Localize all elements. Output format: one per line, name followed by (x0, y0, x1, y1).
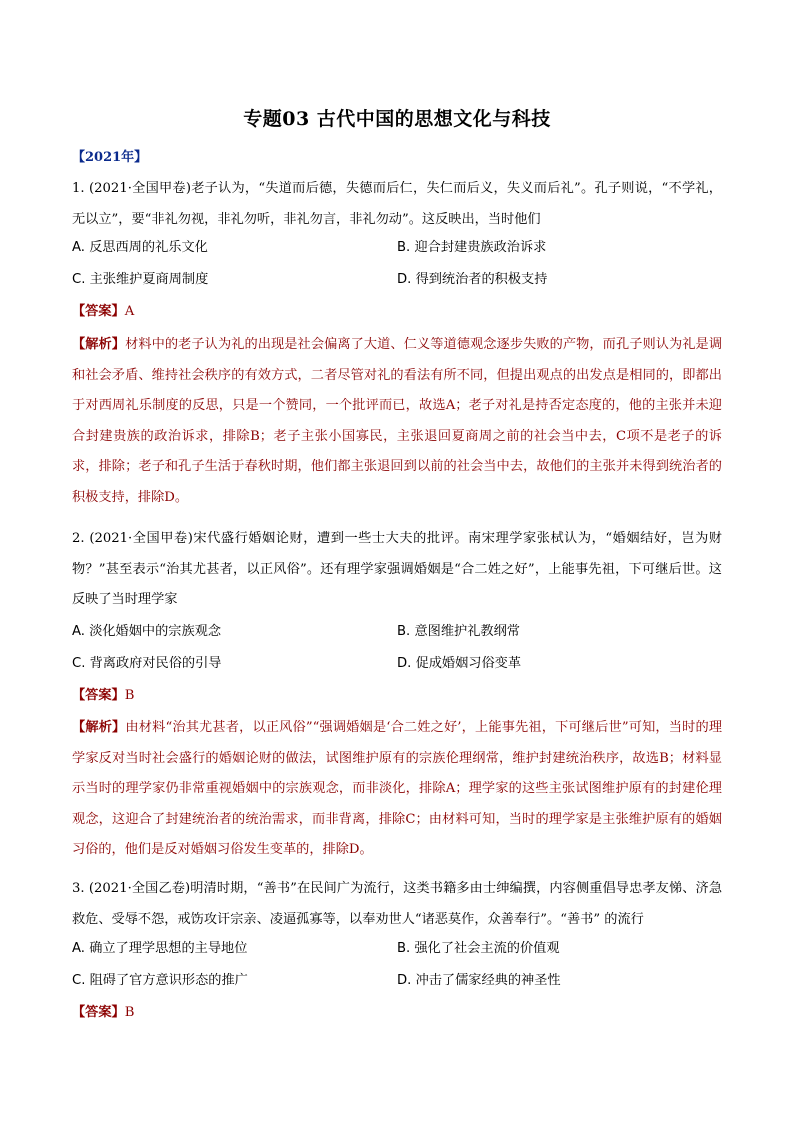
option-key: A. (72, 624, 85, 639)
option-key: D. (397, 656, 412, 671)
question-2-analysis (72, 713, 722, 866)
year-heading: 【2021年】 (72, 150, 148, 165)
option-key: C. (72, 656, 86, 671)
question-2-option-d (397, 654, 521, 674)
question-2-option-a (72, 622, 221, 642)
option-key: C. (72, 272, 86, 287)
answer-tag: 【答案】 (72, 304, 125, 319)
analysis-tag: 【解析】 (72, 720, 126, 735)
analysis-tag: 【解析】 (72, 337, 126, 352)
option-key: B. (397, 941, 411, 956)
answer-tag: 【答案】 (72, 688, 125, 703)
option-key: C. (72, 973, 86, 988)
question-3-stem: 3. (2021·全国乙卷)明清时期，“善书”在民间广为流行，这类书籍多由士绅编撰，内容侧重倡导忠孝友悌、济急救危、受辱不怨，戒饬攻讦宗亲、凌逼孤寡等，以奉劝世人“诸恶莫作，众善奉行”。“善书” 的流行 (72, 881, 722, 927)
option-text: 确立了理学思想的主导地位 (89, 941, 248, 956)
question-3-answer (72, 1003, 134, 1023)
question-1-stem: 1. (2021·全国甲卷)老子认为，“失道而后德，失德而后仁，失仁而后义，失义而后礼”。孔子则说，“不学礼，无以立”，要“非礼勿视，非礼勿听，非礼勿言，非礼勿动”。这反映出，当时他们 (72, 181, 722, 227)
option-text: 主张维护夏商周制度 (89, 272, 209, 287)
option-key: D. (397, 973, 412, 988)
question-1-analysis (72, 330, 722, 513)
option-text: 背离政府对民俗的引导 (89, 656, 222, 671)
analysis-text: 材料中的老子认为礼的出现是社会偏离了大道、仁义等道德观念逐步失败的产物，而孔子则认为礼是调和社会矛盾、维持社会秩序的有效方式，二者尽管对礼的看法有所不同，但提出观点的出发点是相同的，即都出于对西周礼乐制度的反思，只是一个赞同，一个批评而已，故选A；老子对礼是持否定态度的，他的主张并未迎合封建贵族的政治诉求，排除B；老子主张小国寡民，主张退回夏商周之前的社会当中去，C项不是老子的诉求，排除；老子和孔子生活于春秋时期，他们都主张退回到以前的社会当中去，故他们的主张并未得到统治者的积极支持，排除D。 (72, 337, 723, 505)
question-2-answer (72, 686, 134, 706)
option-text: 冲击了儒家经典的神圣性 (415, 973, 561, 988)
question-3-option-d (397, 971, 561, 991)
question-1-option-c (72, 270, 208, 290)
option-text: 淡化婚姻中的宗族观念 (89, 624, 222, 639)
question-1-option-d (397, 270, 547, 290)
answer-letter: B (124, 688, 135, 703)
option-text: 得到统治者的积极支持 (415, 272, 548, 287)
question-1-option-a (72, 238, 208, 258)
option-text: 意图维护礼教纲常 (414, 624, 520, 639)
option-text: 反思西周的礼乐文化 (89, 240, 208, 255)
option-text: 迎合封建贵族政治诉求 (414, 240, 547, 255)
page-title: 专题03 古代中国的思想文化与科技 (243, 108, 551, 130)
question-2-stem: 2. (2021·全国甲卷)宋代盛行婚姻论财，遭到一些士大夫的批评。南宋理学家张栻认为，“婚姻结好，岂为财物？”甚至表示“治其尤甚者，以正风俗”。还有理学家强调婚姻是“合二姓之好”，上能事先祖，下可继后世。这反映了当时理学家 (72, 531, 722, 607)
question-2-option-c (72, 654, 221, 674)
option-key: D. (397, 272, 412, 287)
question-3-option-a (72, 939, 247, 959)
option-key: A. (72, 240, 85, 255)
option-key: B. (397, 240, 411, 255)
question-2-option-b (397, 622, 520, 642)
analysis-text: 由材料“治其尤甚者，以正风俗”“强调婚姻是‘合二姓之好’，上能事先祖，下可继后世”可知，当时的理学家反对当时社会盛行的婚姻论财的做法，试图维护原有的宗族伦理纲常，维护封建统治秩序，故选B；材料显示当时的理学家仍非常重视婚姻中的宗族观念，而非淡化，排除A；理学家的这些主张试图维护原有的封建伦理观念，这迎合了封建统治者的统治需求，而非背离，排除C；由材料可知，当时的理学家是主张维护原有的婚姻习俗的，他们是反对婚姻习俗发生变革的，排除D。 (72, 720, 723, 857)
question-1-option-b (397, 238, 546, 258)
option-text: 促成婚姻习俗变革 (415, 656, 522, 671)
option-key: B. (397, 624, 411, 639)
option-text: 阻碍了官方意识形态的推广 (89, 973, 248, 988)
answer-letter: B (124, 1005, 135, 1020)
question-3-option-c (72, 971, 248, 991)
option-key: A. (72, 941, 85, 956)
answer-tag: 【答案】 (72, 1005, 125, 1020)
option-text: 强化了社会主流的价值观 (414, 941, 560, 956)
answer-letter: A (124, 304, 135, 319)
question-3-option-b (397, 939, 560, 959)
question-1-answer (72, 302, 134, 322)
